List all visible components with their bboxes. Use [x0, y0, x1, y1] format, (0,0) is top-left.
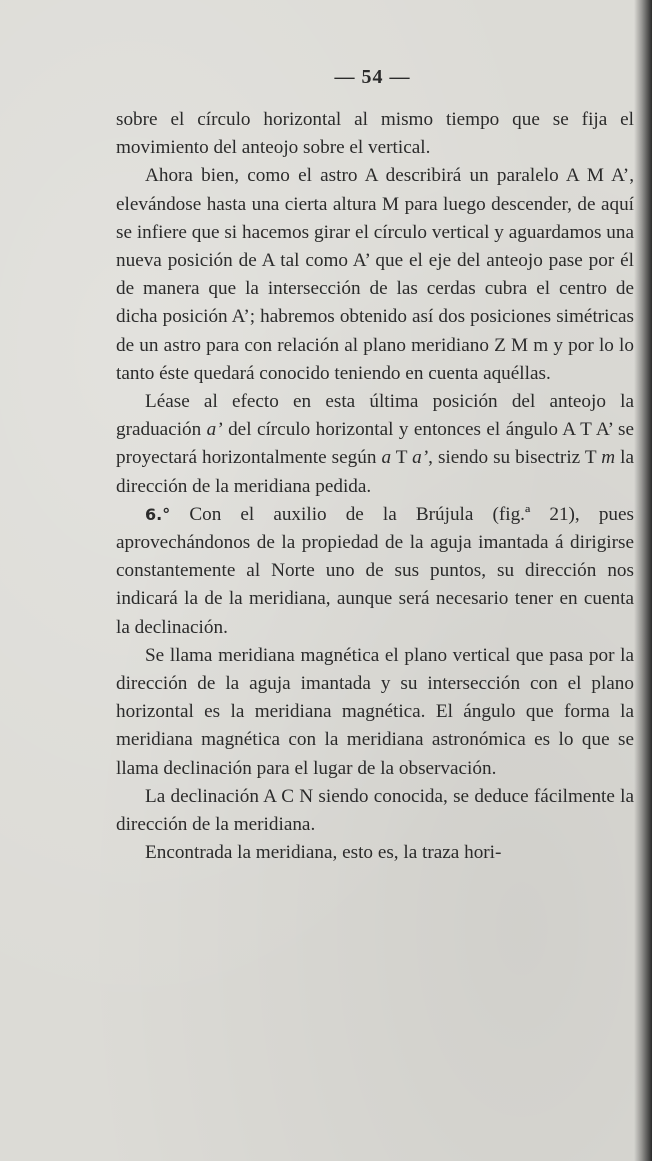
section-number: 6.° [145, 504, 171, 524]
paragraph-3-part-2: del círculo horizontal y entonces el ángulo A T A’ se proyectará horizontalmente según [116, 419, 634, 469]
paragraph-4-text: Con el auxilio de la Brújula (fig.ª 21), pues aprovechándonos de la propiedad de la aguja imantada á dirigirse constantemente al Norte uno de sus puntos, su dirección nos indicará la de la meridiana, aunque será necesario tener en cuenta la declinación. [116, 503, 634, 638]
paragraph-3-italic-4: m [601, 447, 616, 469]
paragraph-3-part-5: la dirección de la meridiana pedida. [116, 447, 634, 497]
paragraph-3-part-3: T [391, 447, 413, 469]
paragraph-1: sobre el círculo horizontal al mismo tiempo que se fija el movimiento del anteojo sobre el vertical. [116, 109, 634, 159]
paragraph-7: Encontrada la meridiana, esto es, la traza hori- [145, 842, 502, 864]
page-edge-shadow [634, 0, 652, 1161]
page-number: — 54 — [334, 66, 411, 88]
paragraph-3-italic-3: a’ [412, 447, 429, 469]
paragraph-6: La declinación A C N siendo conocida, se deduce fácilmente la dirección de la meridiana. [116, 785, 634, 836]
paragraph-3 [116, 388, 634, 501]
paragraph-2: Ahora bien, como el astro A describirá un paralelo A M A’, elevándose hasta una cierta altura M para luego descender, de aquí se infiere que si hacemos girar el círculo vertical y aguardamos una nueva posición de A tal como A’ que el eje del anteojo pase por él de manera que la intersección de las cerdas cubra el centro de dicha posición A’; habremos obtenido así dos posiciones simétricas de un astro para con relación al plano meridiano Z M m y por lo lo tanto éste quedará conocido teniendo en cuenta aquéllas. [116, 165, 634, 384]
paragraph-3-part-1: Léase al efecto en esta última posición del anteojo la graduación [116, 391, 634, 441]
paragraph-5: Se llama meridiana magnética el plano vertical que pasa por la dirección de la aguja imantada y su intersección con el plano horizontal es la meridiana magnética. El ángulo que forma la meridiana magnética con la meridiana astronómica es lo que se llama declinación para el lugar de la observación. [116, 644, 634, 779]
paragraph-4 [116, 501, 634, 642]
paragraph-3-part-4: , siendo su bisectriz T [428, 447, 602, 469]
paragraph-3-italic-1: a’ [206, 419, 223, 441]
paragraph-3-italic-2: a [381, 447, 392, 469]
body-text [116, 106, 634, 867]
